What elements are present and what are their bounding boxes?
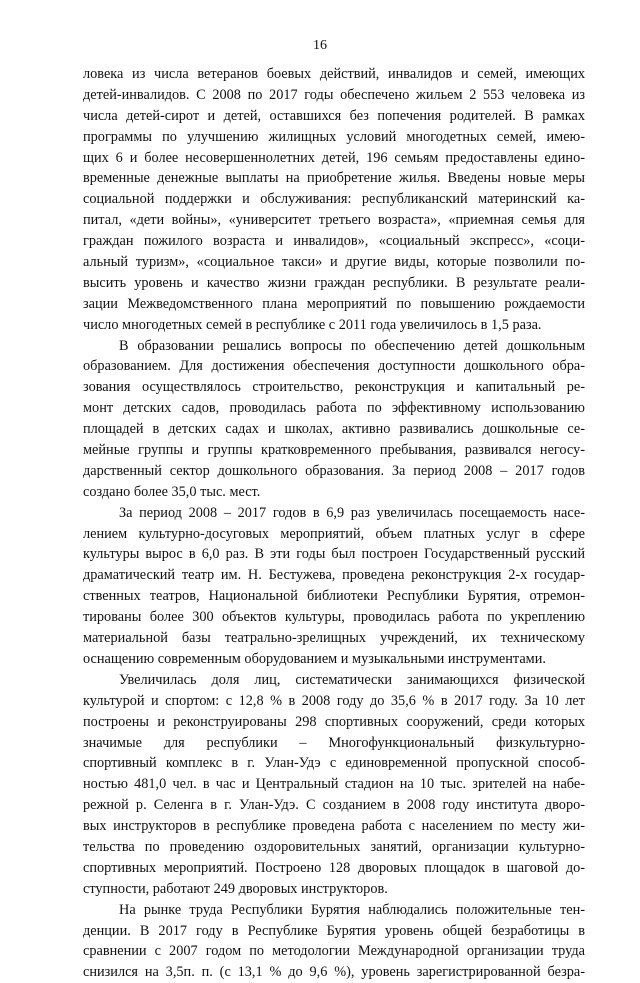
text-line: денции. В 2017 году в Республике Бурятия уровень общей безработицы в xyxy=(83,922,585,939)
text-line: культурой и спортом: с 12,8 % в 2008 году до 35,6 % в 2017 году. За 10 лет xyxy=(83,692,585,709)
text-line: За период 2008 – 2017 годов в 6,9 раз увеличилась посещаемость насе- xyxy=(119,504,585,521)
text-line: программы по улучшению жилищных условий многодетных семей, имею- xyxy=(83,128,585,145)
text-line: спортивный комплекс в г. Улан-Удэ с единовременной пропускной способ- xyxy=(83,755,585,772)
text-line: граждан пожилого возраста и инвалидов», «социальный экспресс», «соци- xyxy=(83,233,585,250)
text-line: площадей в детских садах и школах, активно развивались дошкольные се- xyxy=(83,421,585,438)
paragraph xyxy=(83,670,585,900)
text-line: В образовании решались вопросы по обеспечению детей дошкольным xyxy=(119,337,585,354)
text-line: создано более 35,0 тыс. мест. xyxy=(83,483,261,500)
text-line: социальной поддержки и обслуживания: республиканский материнский ка- xyxy=(83,191,585,208)
text-line: сравнении с 2007 годом по методологии Международной организации труда xyxy=(83,943,585,960)
text-line: щих 6 и более несовершеннолетних детей, 196 семьям предоставлены едино- xyxy=(83,149,585,166)
text-line: зации Межведомственного плана мероприятий по повышению рождаемости xyxy=(83,295,585,312)
text-line: оснащению современным оборудованием и музыкальными инструментами. xyxy=(83,650,546,667)
text-line: спортивных мероприятий. Построено 128 дворовых площадок в шаговой до- xyxy=(83,859,585,876)
text-line: временные денежные выплаты на приобретение жилья. Введены новые меры xyxy=(83,170,585,187)
text-line: режной р. Селенга в г. Улан-Удэ. С созданием в 2008 году института дворо- xyxy=(83,797,585,814)
text-line: ступности, работают 249 дворовых инструкторов. xyxy=(83,880,388,897)
text-line: мейные группы и группы кратковременного пребывания, развивался негосу- xyxy=(83,442,585,459)
text-line: образованием. Для достижения обеспечения доступности дошкольного обра- xyxy=(83,358,585,375)
text-line: материальной базы театрально-зрелищных учреждений, их техническому xyxy=(83,630,585,647)
text-line: высить уровень и качество жизни граждан республики. В результате реали- xyxy=(83,274,585,291)
paragraph xyxy=(83,64,585,336)
text-line: альный туризм», «социальное такси» и другие виды, которые позволили по- xyxy=(83,254,585,271)
text-line: построены и реконструированы 298 спортивных сооружений, среди которых xyxy=(83,713,585,730)
page-number: 16 xyxy=(313,38,327,53)
text-line: монт детских садов, проводилась работа по эффективному использованию xyxy=(83,400,585,417)
text-line: снизился на 3,5п. п. (с 13,1 % до 9,6 %), уровень зарегистрированной безра- xyxy=(83,964,585,981)
document-body xyxy=(83,64,585,983)
text-line: значимые для республики – Многофункциональный физкультурно- xyxy=(83,734,585,751)
text-line: детей-инвалидов. С 2008 по 2017 годы обеспечено жильем 2 553 человека из xyxy=(83,86,585,103)
text-line: драматический театр им. Н. Бестужева, проведена реконструкция 2-х государ- xyxy=(83,567,585,584)
paragraph xyxy=(83,900,585,983)
text-line: ностью 481,0 чел. в час и Центральный стадион на 10 тыс. зрителей на набе- xyxy=(83,776,585,793)
text-line: дарственный сектор дошкольного образования. За период 2008 – 2017 годов xyxy=(83,462,585,479)
text-line: вых инструкторов в республике проведена работа с населением по месту жи- xyxy=(83,818,585,835)
text-line: Увеличилась доля лиц, систематически занимающихся физической xyxy=(119,671,585,688)
paragraph xyxy=(83,503,585,670)
text-line: питал, «дети войны», «университет третьего возраста», «приемная семья для xyxy=(83,212,585,229)
text-line: На рынке труда Республики Бурятия наблюдались положительные тен- xyxy=(119,901,585,918)
text-line: зования осуществлялось строительство, реконструкция и капитальный ре- xyxy=(83,379,585,396)
text-line: тированы более 300 объектов культуры, проводилась работа по укреплению xyxy=(83,609,585,626)
paragraph xyxy=(83,336,585,503)
text-line: ственных театров, Национальной библиотеки Республики Бурятия, отремон- xyxy=(83,588,585,605)
text-line: культуры вырос в 6,0 раз. В эти годы был построен Государственный русский xyxy=(83,546,585,563)
text-line: число многодетных семей в республике с 2011 года увеличилось в 1,5 раза. xyxy=(83,316,542,333)
text-line: лением культурно-досуговых мероприятий, объем платных услуг в сфере xyxy=(83,525,585,542)
text-line: ловека из числа ветеранов боевых действий, инвалидов и семей, имеющих xyxy=(83,66,585,82)
text-line: числа детей-сирот и детей, оставшихся без попечения родителей. В рамках xyxy=(83,107,585,124)
text-line: тельства по проведению оздоровительных занятий, организации культурно- xyxy=(83,838,585,855)
